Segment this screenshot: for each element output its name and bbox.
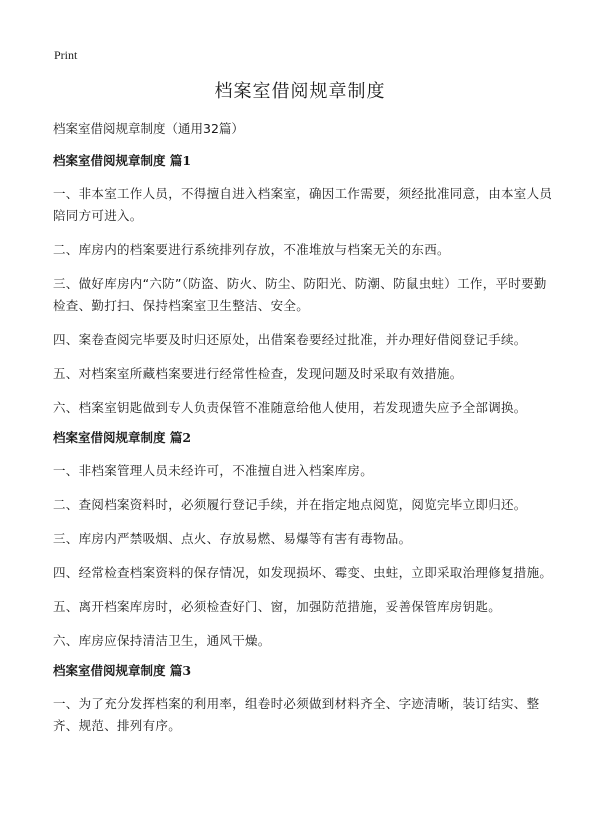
paragraph: 五、对档案室所藏档案要进行经常性检查，发现问题及时采取有效措施。 (53, 366, 463, 381)
paragraph: 二、查阅档案资料时，必须履行登记手续，并在指定地点阅览，阅览完毕立即归还。 (53, 497, 527, 512)
paragraph: 二、库房内的档案要进行系统排列存放，不准堆放与档案无关的东西。 (53, 242, 450, 257)
page-title: 档案室借阅规章制度 (214, 81, 386, 102)
section-heading: 档案室借阅规章制度 篇1 (53, 153, 192, 168)
print-link[interactable]: Print (54, 48, 78, 62)
paragraph: 一、非档案管理人员未经许可，不准擅自进入档案库房。 (53, 463, 374, 478)
section-2 (53, 429, 559, 652)
document-body (53, 120, 559, 749)
document-subtitle: 档案室借阅规章制度（通用32篇） (53, 121, 244, 136)
paragraph: 三、做好库房内“六防”（防盗、防火、防尘、防阳光、防潮、防鼠虫蛀）工作，平时要勤检查、勤打扫、保持档案室卫生整洁、安全。 (53, 276, 547, 313)
paragraph: 三、库房内严禁吸烟、点火、存放易燃、易爆等有害有毒物品。 (53, 531, 412, 546)
paragraph: 六、库房应保持清洁卫生，通风干燥。 (53, 633, 271, 648)
paragraph: 四、经常检查档案资料的保存情况，如发现损坏、霉变、虫蛀，立即采取治理修复措施。 (53, 565, 553, 580)
paragraph: 五、离开档案库房时，必须检查好门、窗，加强防范措施，妥善保管库房钥匙。 (53, 599, 502, 614)
paragraph: 一、非本室工作人员，不得擅自进入档案室，确因工作需要，须经批准同意，由本室人员陪同方可进入。 (53, 186, 553, 223)
paragraph: 一、为了充分发挥档案的利用率，组卷时必须做到材料齐全、字迹清晰，装订结实、整齐、规范、排列有序。 (53, 696, 540, 733)
section-3 (53, 662, 559, 737)
section-1 (53, 152, 559, 419)
paragraph: 四、案卷查阅完毕要及时归还原处，出借案卷要经过批准，并办理好借阅登记手续。 (53, 332, 527, 347)
section-heading: 档案室借阅规章制度 篇3 (53, 663, 192, 678)
paragraph: 六、档案室钥匙做到专人负责保管不准随意给他人使用，若发现遗失应予全部调换。 (53, 400, 527, 415)
section-heading: 档案室借阅规章制度 篇2 (53, 430, 192, 445)
